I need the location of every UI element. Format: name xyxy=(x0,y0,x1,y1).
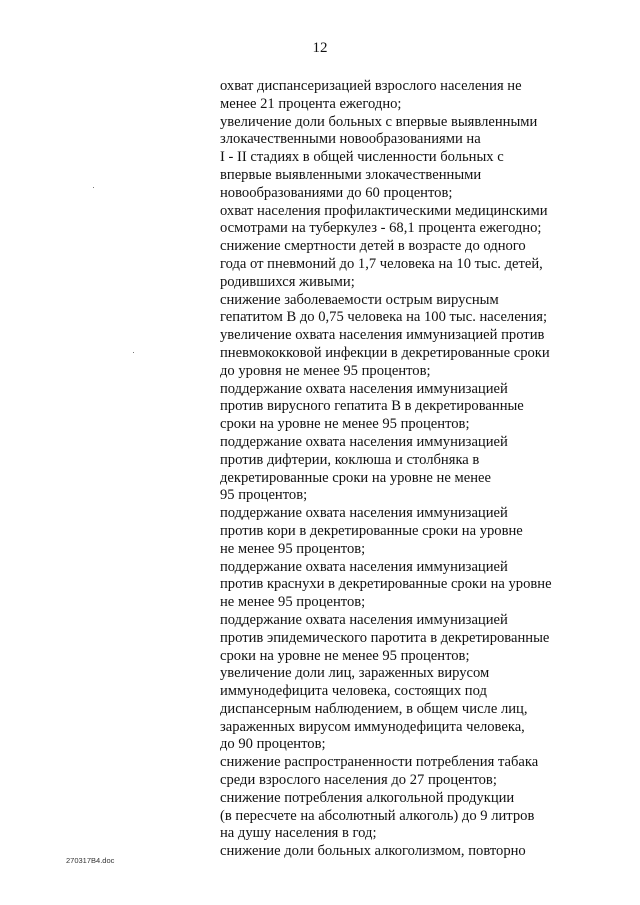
text-line: снижение распространенности потребления табака xyxy=(220,754,539,771)
text-line: 95 процентов; xyxy=(220,487,308,504)
text-line: увеличение доли больных с впервые выявленными xyxy=(220,113,538,130)
text-line: (в пересчете на абсолютный алкоголь) до 9 литров xyxy=(220,807,535,824)
text-line: на душу населения в год; xyxy=(220,825,377,842)
text-line: поддержание охвата населения иммунизацией xyxy=(220,380,508,397)
text-line: против эпидемического паротита в декретированные xyxy=(220,629,550,646)
text-line: увеличение охвата населения иммунизацией против xyxy=(220,327,545,344)
text-line: злокачественными новообразованиями на xyxy=(220,131,481,148)
text-line: против дифтерии, коклюша и столбняка в xyxy=(220,451,480,468)
text-line: против вирусного гепатита В в декретированные xyxy=(220,398,524,415)
document-body-text xyxy=(220,78,620,861)
text-line: снижение доли больных алкоголизмом, повторно xyxy=(220,843,526,860)
text-line: I - II стадиях в общей численности больных с xyxy=(220,149,504,166)
text-line: диспансерным наблюдением, в общем числе лиц, xyxy=(220,700,528,717)
text-line: против кори в декретированные сроки на уровне xyxy=(220,522,523,539)
text-line: впервые выявленными злокачественными xyxy=(220,166,482,183)
text-line: охват диспансеризацией взрослого населения не xyxy=(220,78,522,94)
text-line: зараженных вирусом иммунодефицита человека, xyxy=(220,718,525,735)
text-line: охват населения профилактическими медицинскими xyxy=(220,202,548,219)
page-number: 12 xyxy=(312,40,328,56)
text-line: родившихся живыми; xyxy=(220,273,355,290)
text-line: гепатитом В до 0,75 человека на 100 тыс. населения; xyxy=(220,309,548,326)
text-line: поддержание охвата населения иммунизацией xyxy=(220,558,508,575)
text-line: против краснухи в декретированные сроки на уровне xyxy=(220,576,552,593)
text-line: до 90 процентов; xyxy=(220,736,326,753)
text-line: менее 21 процента ежегодно; xyxy=(220,95,402,112)
text-line: поддержание охвата населения иммунизацией xyxy=(220,505,508,522)
text-line: не менее 95 процентов; xyxy=(220,540,366,557)
text-line: не менее 95 процентов; xyxy=(220,594,366,611)
text-line: до уровня не менее 95 процентов; xyxy=(220,362,431,379)
text-line: сроки на уровне не менее 95 процентов; xyxy=(220,416,470,433)
text-line: поддержание охвата населения иммунизацией xyxy=(220,433,508,450)
text-line: поддержание охвата населения иммунизацией xyxy=(220,611,508,628)
text-line: новообразованиями до 60 процентов; xyxy=(220,184,453,201)
text-line: сроки на уровне не менее 95 процентов; xyxy=(220,647,470,664)
text-line: снижение потребления алкогольной продукции xyxy=(220,789,515,806)
scan-speck xyxy=(133,352,134,353)
footer-filename: 270317B4.doc xyxy=(66,856,115,865)
text-line: увеличение доли лиц, зараженных вирусом xyxy=(220,665,490,682)
text-line: иммунодефицита человека, состоящих под xyxy=(220,683,487,700)
text-line: снижение смертности детей в возрасте до одного xyxy=(220,238,526,255)
text-line: пневмококковой инфекции в декретированные сроки xyxy=(220,344,550,361)
scan-speck xyxy=(93,187,94,188)
text-line: декретированные сроки на уровне не менее xyxy=(220,469,491,486)
text-line: среди взрослого населения до 27 процентов; xyxy=(220,772,497,789)
text-line: снижение заболеваемости острым вирусным xyxy=(220,291,499,308)
text-line: осмотрами на туберкулез - 68,1 процента ежегодно; xyxy=(220,220,542,237)
text-line: года от пневмоний до 1,7 человека на 10 тыс. детей, xyxy=(220,255,543,272)
